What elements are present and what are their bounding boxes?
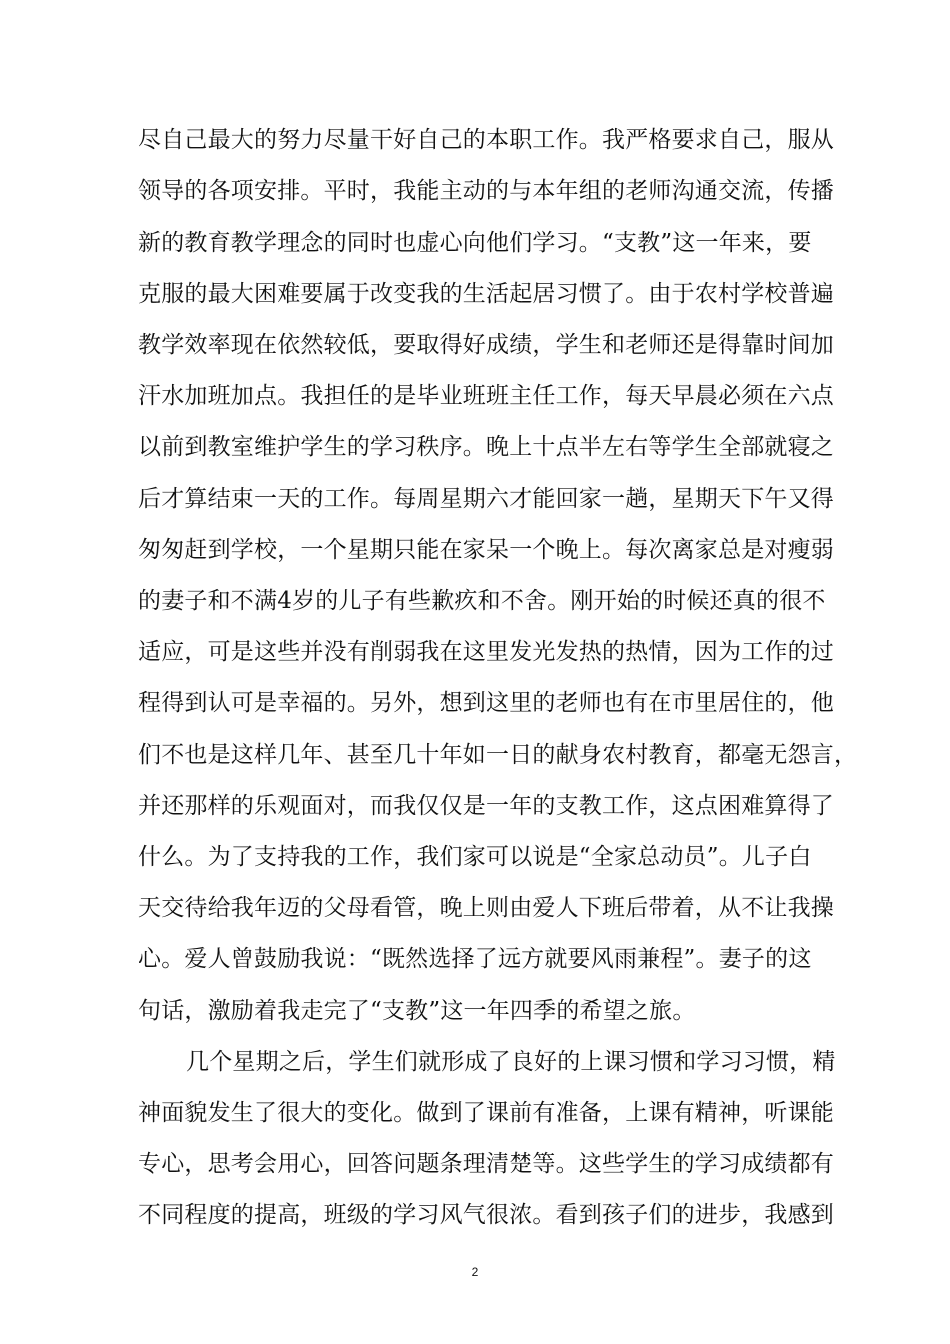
text-line: 天交待给我年迈的父母看管，晚上则由爱人下班后带着，从不让我操 xyxy=(138,895,834,921)
text-line: 尽自己最大的努力尽量干好自己的本职工作。我严格要求自己，服从 xyxy=(138,127,834,153)
text-line: 汗水加班加点。我担任的是毕业班班主任工作，每天早晨必须在六点 xyxy=(138,383,834,409)
text-line: 克服的最大困难要属于改变我的生活起居习惯了。由于农村学校普遍 xyxy=(138,281,834,307)
text-line: 领导的各项安排。平时，我能主动的与本年组的老师沟通交流，传播 xyxy=(138,178,834,204)
text-line: 适应，可是这些并没有削弱我在这里发光发热的热情，因为工作的过 xyxy=(138,639,834,665)
text-line: 不同程度的提高，班级的学习风气很浓。看到孩子们的进步，我感到 xyxy=(138,1202,834,1228)
page-number: 2 xyxy=(471,1265,479,1279)
text-line: 教学效率现在依然较低，要取得好成绩，学生和老师还是得靠时间加 xyxy=(138,332,834,358)
text-line: 以前到教室维护学生的学习秩序。晚上十点半左右等学生全部就寝之 xyxy=(138,434,834,460)
text-line: 心。爱人曾鼓励我说：“既然选择了远方就要风雨兼程”。妻子的这 xyxy=(138,946,812,972)
text-line: 匆匆赶到学校，一个星期只能在家呆一个晚上。每次离家总是对瘦弱 xyxy=(138,537,834,563)
text-line: 神面貌发生了很大的变化。做到了课前有准备，上课有精神，听课能 xyxy=(138,1100,834,1126)
paragraph-first-line: 几个星期之后，学生们就形成了良好的上课习惯和学习习惯，精 xyxy=(186,1049,836,1075)
text-line: 专心，思考会用心，回答问题条理清楚等。这些学生的学习成绩都有 xyxy=(138,1151,834,1177)
text-line: 并还那样的乐观面对，而我仅仅是一年的支教工作，这点困难算得了 xyxy=(138,793,834,819)
text-line: 们不也是这样几年、甚至几十年如一日的献身农村教育，都毫无怨言， xyxy=(138,742,858,768)
text-line: 句话，激励着我走完了“支教”这一年四季的希望之旅。 xyxy=(138,998,696,1024)
text-line: 的妻子和不满4岁的儿子有些歉疚和不舍。刚开始的时候还真的很不 xyxy=(138,588,826,614)
text-line: 程得到认可是幸福的。另外，想到这里的老师也有在市里居住的，他 xyxy=(138,690,834,716)
text-line: 新的教育教学理念的同时也虚心向他们学习。“支教”这一年来，要 xyxy=(138,230,812,256)
text-line: 后才算结束一天的工作。每周星期六才能回家一趟，星期天下午又得 xyxy=(138,486,834,512)
text-line: 什么。为了支持我的工作，我们家可以说是“全家总动员”。儿子白 xyxy=(138,844,812,870)
